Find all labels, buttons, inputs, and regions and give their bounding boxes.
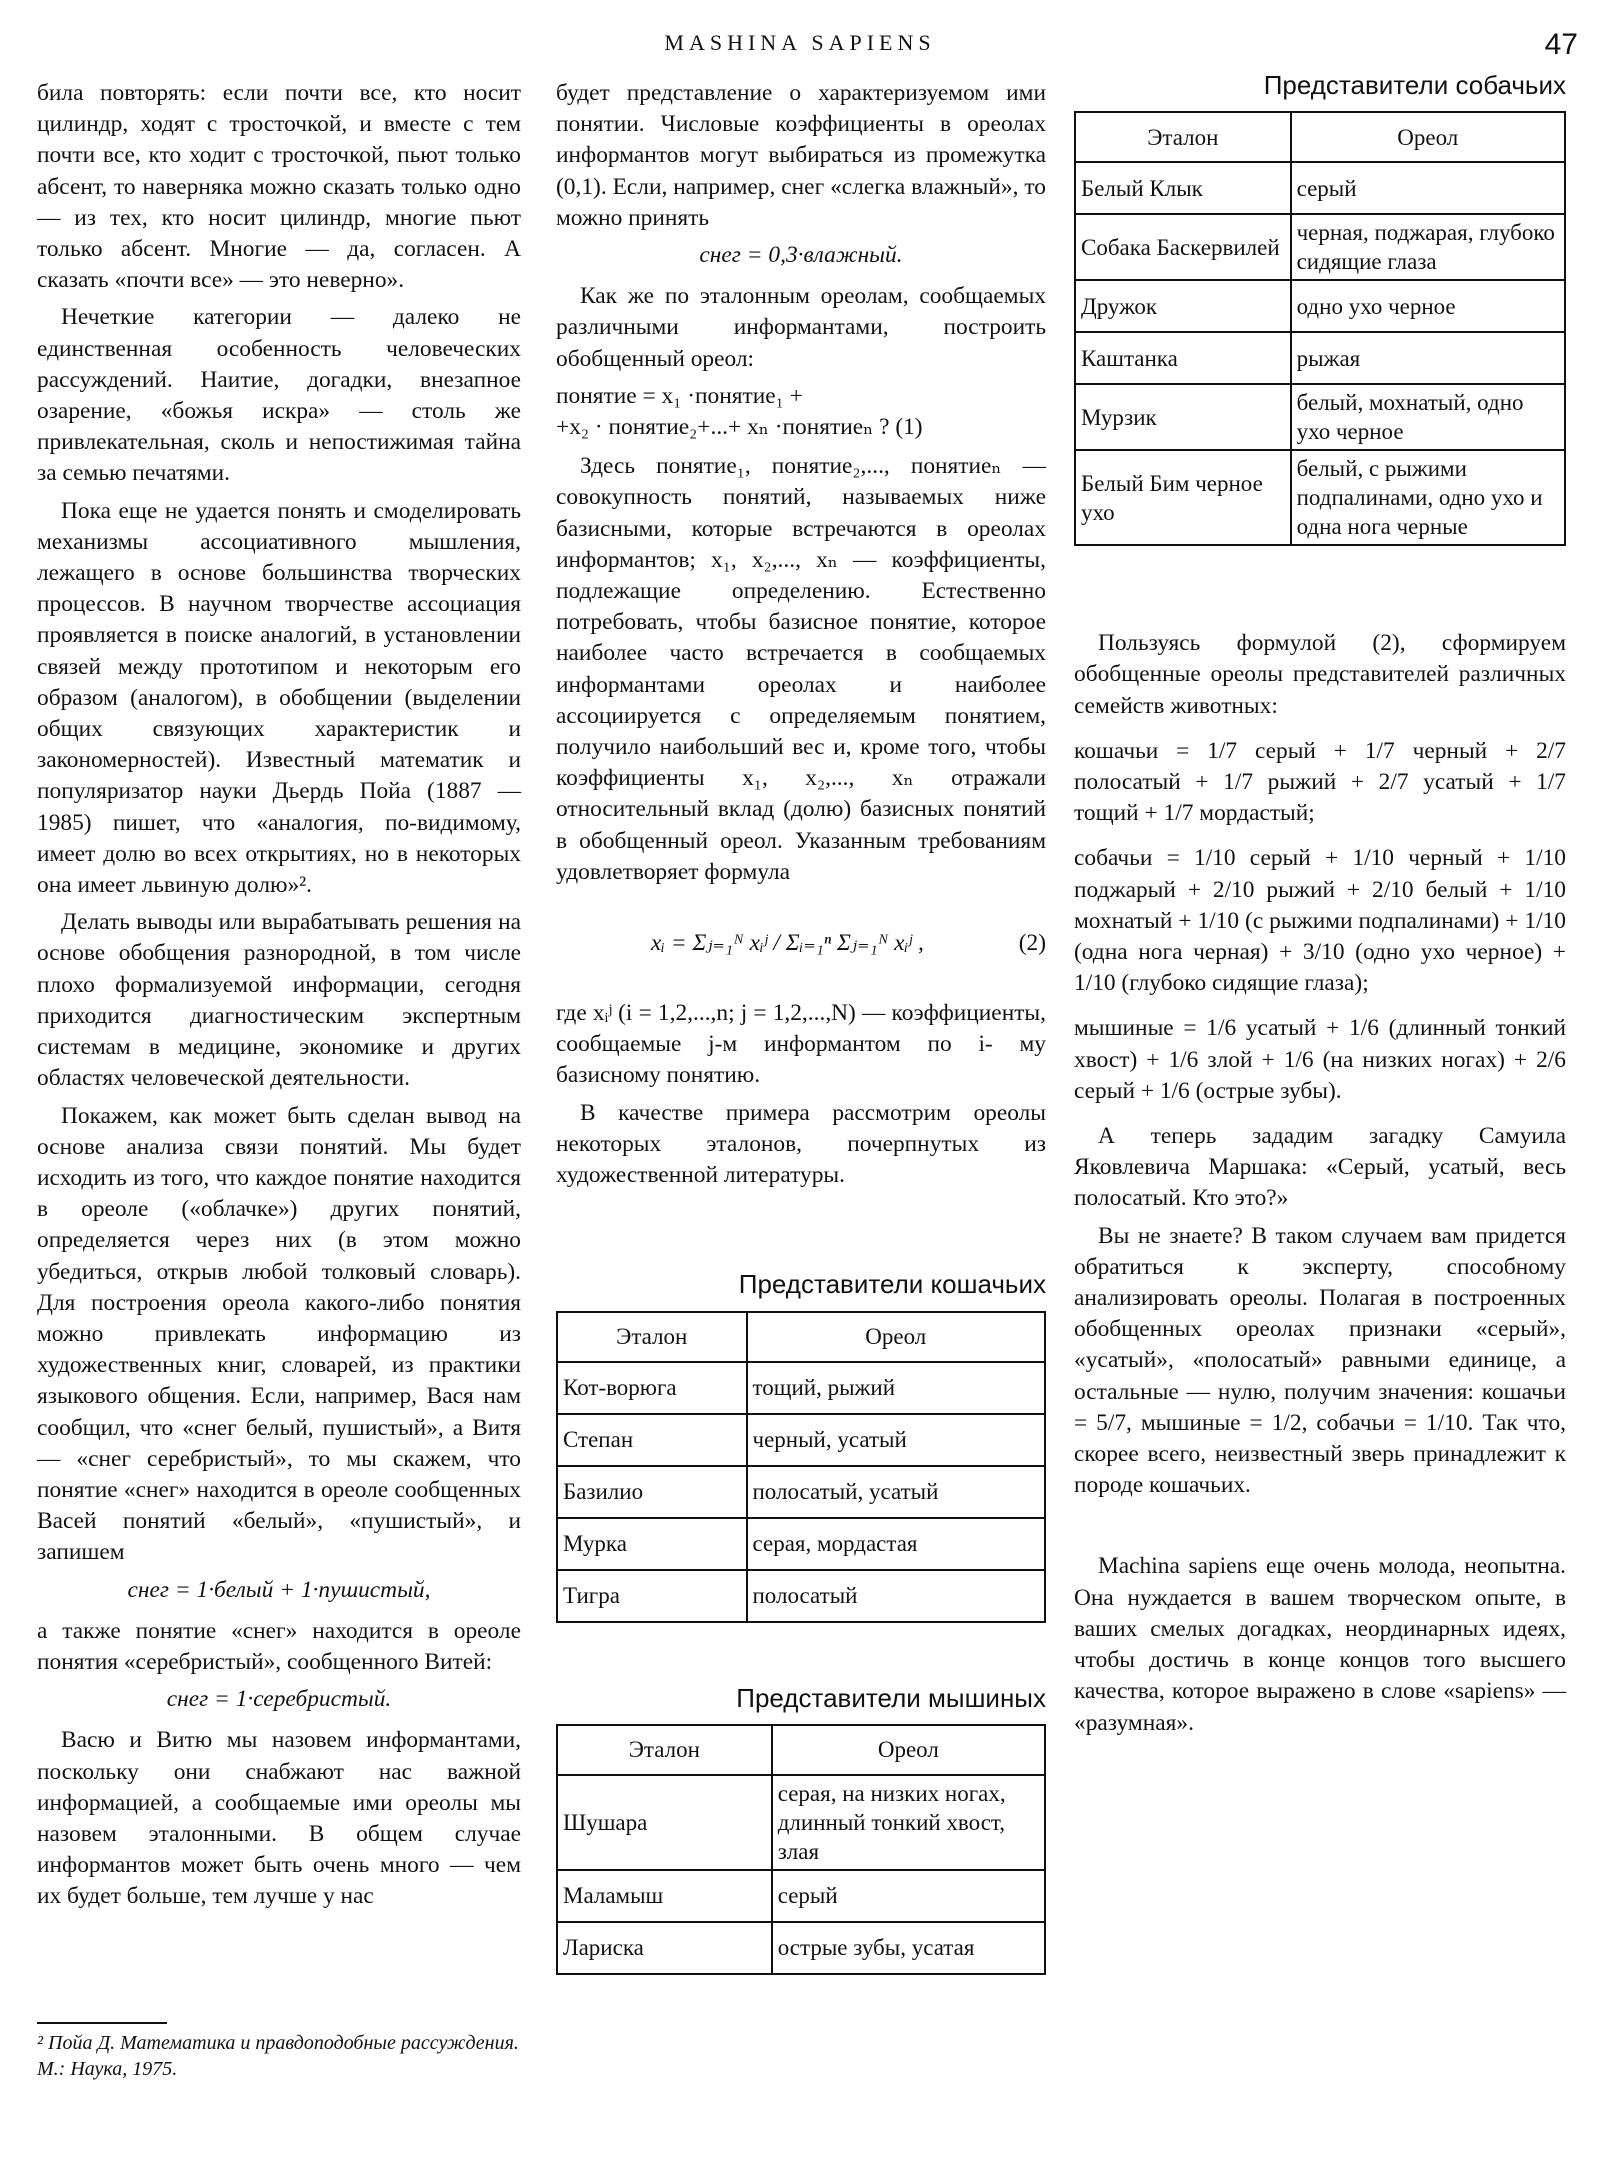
table-cell: серая, мордастая [747,1518,1046,1570]
paragraph: Пока еще не удается понять и смоделировать механизмы ассоциативного мышления, лежащего в основе большинства творческих процессов. В научном творчестве ассоциация проявляется в поиске аналогий, в установлении связей между прототипом и некоторым его образом (аналогом), в обобщении (выделении общих связующих характеристик и закономерностей). Известный математик и популяризатор науки Дьердь Пойа (1887 — 1985) пишет, что «аналогия, по-видимому, имеет долю во всех открытиях, но в некоторых она имеет львиную долю»². [37,497,521,899]
paragraph: била повторять: если почти все, кто носит цилиндр, ходят с тросточкой, и вместе с тем почти все, кто ходит с тросточкой, пьют только абсент, то наверняка можно сказать только одно — из тех, кто носит цилиндр, многие пьют только абсент. Многие — да, согласен. А сказать «почти все» — это неверно». [37,80,521,294]
paragraph: А теперь зададим загадку Самуила Яковлевича Маршака: «Серый, усатый, весь полосатый. Кто это?» [1074,1123,1566,1212]
paragraph: где xᵢʲ (i = 1,2,...,n; j = 1,2,...,N) — коэффициенты, сообщаемые j-м информантом по i- му базисному понятию. [556,1000,1046,1089]
formula-2 [556,898,1046,988]
table-cell: тощий, рыжий [747,1362,1046,1414]
formula-cats: кошачьи = 1/7 серый + 1/7 черный + 2/7 полосатый + 1/7 рыжий + 2/7 усатый + 1/7 тощий + 1/7 мордастый; [1074,737,1566,827]
formula-dogs: собачьи = 1/10 серый + 1/10 черный + 1/10 поджарый + 2/10 рыжий + 2/10 белый + 1/10 мохнатый + 1/10 (с рыжими подпалинами) + 1/10 (одна нога черная) + 3/10 (одно ухо черное) + 1/10 (глубоко сидящие глаза); [1074,845,1566,997]
paragraph: Покажем, как может быть сделан вывод на основе анализа связи понятий. Мы будет исходить из того, что каждое понятие находится в ореоле («облачке») других понятий, определяется через них (в этом можно убедиться, открыв любой толковый словарь). Для построения ореола какого-либо понятия можно привлекать информацию из художественных книг, словарей, из практики языкового общения. Если, например, Вася нам сообщил, что «снег белый, пушистый», а Витя — «снег серебристый», то мы скажем, что понятие «снег» находится в ореоле сообщенных Васей понятий «белый», «пушистый», и запишем [37,1102,521,1566]
formula-1b: +x₂ · понятие₂+...+ xₙ ·понятиеₙ ? (1) [556,414,923,441]
table-cell: Кот-ворюга [557,1362,747,1414]
table-cell: Дружок [1075,280,1291,332]
paragraph: Васю и Витю мы назовем информантами, поскольку они снабжают нас важной информацией, а сообщаемые ими ореолы мы назовем эталонными. В общем случае информантов может быть очень много — чем их будет больше, тем лучше у нас [37,1727,521,1910]
table-cell: Шушара [557,1775,772,1870]
paragraph: Как же по эталонным ореолам, сообщаемых различными информантами, построить обобщенный ореол: [556,283,1046,372]
table-cell: белый, с рыжими подпалинами, одно ухо и одна нога черные [1291,450,1565,545]
formula-2-body: xᵢ = Σⱼ₌₁ᴺ xᵢʲ / Σᵢ₌₁ⁿ Σⱼ₌₁ᴺ xᵢʲ , [650,930,924,957]
formula-1a: понятие = x₁ ·понятие₁ + [556,382,803,409]
formula-mice: мышиные = 1/6 усатый + 1/6 (длинный тонкий хвост) + 1/6 злой + 1/6 (на низких ногах) + 2/6 серый + 1/6 (острые зубы). [1074,1015,1566,1104]
table-title-dogs: Представители собачьих [1263,70,1566,100]
table-cell: Тигра [557,1570,747,1622]
column-1 [37,78,521,1919]
table-dogs [1074,111,1566,546]
table-cell: Каштанка [1075,332,1291,384]
table-cell: Степан [557,1414,747,1466]
table-cell: черный, усатый [747,1414,1046,1466]
column-3 [1074,70,1566,1745]
table-cell: Белый Бим черное ухо [1075,450,1291,545]
table-cell: полосатый, усатый [747,1466,1046,1518]
table-cell: серый [772,1870,1045,1922]
footnote-rule [37,2022,167,2024]
table-mice [556,1724,1046,1975]
table-title-mice: Представители мышиных [736,1682,1046,1713]
table-cell: Белый Клык [1075,162,1291,214]
table-cell: Собака Баскервилей [1075,214,1291,280]
table-header: Ореол [772,1725,1045,1775]
table-cell: серый [1291,162,1565,214]
paragraph: В качестве примера рассмотрим ореолы некоторых эталонов, почерпнутых из художественной литературы. [556,1099,1046,1189]
table-cats [556,1311,1046,1623]
table-cell: Мурка [557,1518,747,1570]
paragraph: Пользуясь формулой (2), сформируем обобщенные ореолы представителей различных семейств животных: [1074,630,1566,719]
paragraph: Machina sapiens еще очень молода, неопытна. Она нуждается в вашем творческом опыте, в ваших смелых догадках, неординарных идеях, чтобы достичь в конце концов того высшего качества, которое выражено в слове «sapiens» — «разумная». [1074,1553,1566,1736]
table-header: Эталон [557,1312,747,1362]
footnote: ² Пойа Д. Математика и правдоподобные рассуждения. М.: Наука, 1975. [37,2032,519,2080]
paragraph: Здесь понятие₁, понятие₂,..., понятиеₙ — совокупность понятий, называемых ниже базисными, которые встречаются в ореолах информантов; x₁, x₂,..., xₙ — коэффициенты, подлежащие определению. Естественно потребовать, чтобы базисное понятие, которое наиболее часто встречается в сообщаемых информантами ореолах и наиболее ассоциируется с определяемым понятием, получило наибольший вес и, кроме того, чтобы коэффициенты x₁, x₂,..., xₙ отражали относительный вклад (долю) базисных понятий в обобщенный ореол. Указанным требованиям удовлетворяет формула [556,453,1046,885]
table-header: Эталон [557,1725,772,1775]
column-2 [556,78,1046,1975]
paragraph: Делать выводы или вырабатывать решения на основе обобщения разнородной, в том числе плохо формализуемой информации, сегодня приходится диагностическим экспертным системам в медицине, экономике и других областях человеческой деятельности. [37,909,521,1092]
table-cell: рыжая [1291,332,1565,384]
formula: снег = 1·белый + 1·пушистый, [127,1576,431,1603]
paragraph: Вы не знаете? В таком случаем вам придется обратиться к эксперту, способному анализировать ореолы. Полагая в построенных обобщенных ореолах признаки «серый», «усатый», «полосатый» равными единице, а остальные — нулю, получим значения: кошачьи = 5/7, мышиные = 1/2, собачьи = 1/10. Так что, скорее всего, неизвестный зверь принадлежит к породе кошачьих. [1074,1222,1566,1499]
page-header [0,28,1600,68]
paragraph: Нечеткие категории — далеко не единственная особенность человеческих рассуждений. Наитие, догадки, внезапное озарение, «божья искра» — столь же привлекательная, сколь и непостижимая тайна за семью печатями. [37,304,521,487]
table-cell: полосатый [747,1570,1046,1622]
formula: снег = 0,3·влажный. [699,242,903,269]
table-header: Ореол [747,1312,1046,1362]
table-title-cats: Представители кошачьих [738,1269,1046,1300]
table-cell: острые зубы, усатая [772,1922,1045,1974]
table-cell: Базилио [557,1466,747,1518]
table-cell: черная, поджарая, глубоко сидящие глаза [1291,214,1565,280]
page-number: 47 [1544,28,1578,61]
table-cell: Лариска [557,1922,772,1974]
paragraph: а также понятие «снег» находится в ореоле понятия «серебристый», сообщенного Витей: [37,1617,521,1675]
table-header: Эталон [1075,112,1291,162]
table-cell: одно ухо черное [1291,280,1565,332]
running-title: MASHINA SAPIENS [664,30,936,55]
table-cell: серая, на низких ногах, длинный тонкий хвост, злая [772,1775,1045,1870]
paragraph: будет представление о характеризуемом ими понятии. Числовые коэффициенты в ореолах информантов могут выбираться из промежутка (0,1). Если, например, снег «слегка влажный», то можно принять [556,80,1046,231]
table-cell: белый, мохнатый, одно ухо черное [1291,384,1565,450]
formula-2-number: (2) [1018,930,1046,957]
table-header: Ореол [1291,112,1565,162]
table-cell: Мурзик [1075,384,1291,450]
table-cell: Маламыш [557,1870,772,1922]
formula: снег = 1·серебристый. [166,1686,392,1713]
